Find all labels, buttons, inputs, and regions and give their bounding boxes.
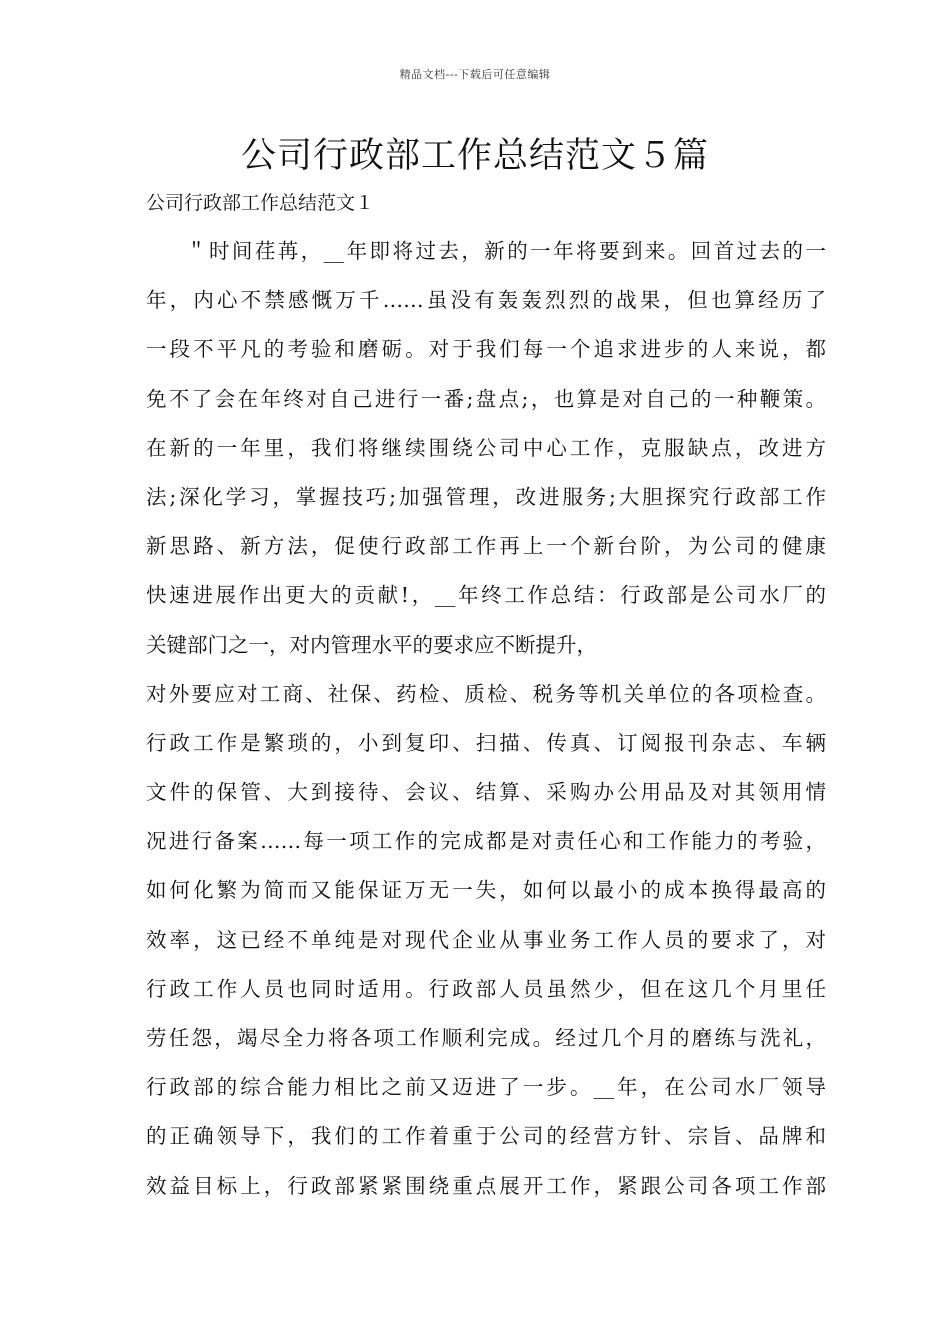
body-line: 行政工作人员也同时适用。行政部人员虽然少，但在这几个月里任 — [146, 976, 826, 1001]
body-line: 在新的一年里，我们将继续围绕公司中心工作，克服缺点，改进方 — [146, 435, 826, 460]
body-line: 快速进展作出更大的贡献!，__年终工作总结：行政部是公司水厂的 — [146, 583, 826, 608]
body-line: 免不了会在年终对自己进行一番;盘点;，也算是对自己的一种鞭策。 — [146, 386, 826, 411]
body-line: 年，内心不禁感慨万千……虽没有轰轰烈烈的战果，但也算经历了 — [146, 288, 826, 313]
body-line: 关键部门之一，对内管理水平的要求应不断提升， — [146, 632, 597, 657]
body-line: 新思路、新方法，促使行政部工作再上一个新台阶，为公司的健康 — [146, 534, 826, 559]
body-line: 效率，这已经不单纯是对现代企业从事业务工作人员的要求了，对 — [146, 927, 826, 952]
document-title: 公司行政部工作总结范文５篇 — [240, 136, 709, 176]
body-line: 行政部的综合能力相比之前又迈进了一步。__年，在公司水厂领导 — [146, 1075, 826, 1100]
body-line: 效益目标上，行政部紧紧围绕重点展开工作，紧跟公司各项工作部 — [146, 1173, 826, 1198]
body-text — [146, 232, 826, 1216]
body-line: 文件的保管、大到接待、会议、结算、采购办公用品及对其领用情 — [146, 780, 826, 805]
body-line: 如何化繁为简而又能保证万无一失，如何以最小的成本换得最高的 — [146, 878, 826, 903]
body-line: 法;深化学习，掌握技巧;加强管理，改进服务;大胆探究行政部工作 — [146, 484, 826, 509]
body-line: ＂时间荏苒，__年即将过去，新的一年将要到来。回首过去的一 — [186, 239, 826, 263]
body-line: 的正确领导下，我们的工作着重于公司的经营方针、宗旨、品牌和 — [146, 1124, 826, 1149]
body-line: 一段不平凡的考验和磨砺。对于我们每一个追求进步的人来说，都 — [146, 337, 826, 362]
header-note: 精品文档---下载后可任意编辑 — [399, 68, 551, 81]
section-subheading: 公司行政部工作总结范文１ — [146, 192, 375, 214]
body-line: 对外要应对工商、社保、药检、质检、税务等机关单位的各项检查。 — [146, 681, 826, 706]
body-line: 行政工作是繁琐的，小到复印、扫描、传真、订阅报刊杂志、车辆 — [146, 730, 826, 755]
body-line: 劳任怨，竭尽全力将各项工作顺利完成。经过几个月的磨练与洗礼， — [146, 1026, 826, 1050]
body-line: 况进行备案……每一项工作的完成都是对责任心和工作能力的考验， — [146, 829, 826, 854]
